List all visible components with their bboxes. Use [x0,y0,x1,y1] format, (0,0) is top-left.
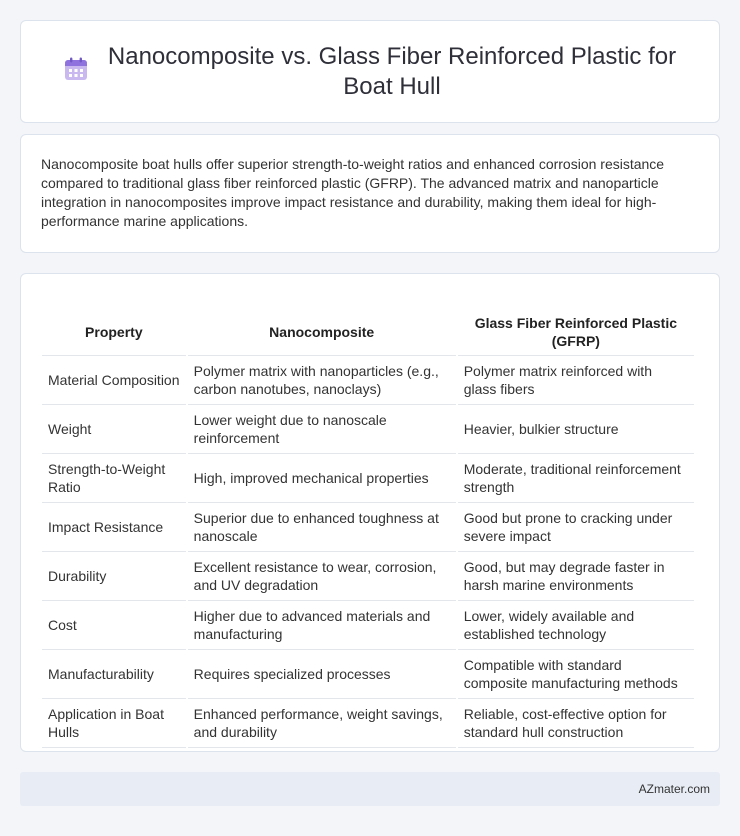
cell-gfrp: Reliable, cost-effective option for standard hull construction [458,699,694,748]
title-card [20,20,720,123]
header-property: Property [42,294,186,356]
comparison-table [40,294,696,748]
cell-nanocomposite: Superior due to enhanced toughness at nanoscale [188,503,456,552]
summary-card [20,134,720,253]
cell-property: Manufacturability [42,650,186,699]
table-row [42,699,694,748]
table-row [42,552,694,601]
calendar-icon [63,56,89,82]
table-row [42,503,694,552]
cell-gfrp: Good but prone to cracking under severe impact [458,503,694,552]
title-wrap [60,42,680,102]
table-header-row [42,294,694,356]
table-row [42,650,694,699]
cell-nanocomposite: Excellent resistance to wear, corrosion, and UV degradation [188,552,456,601]
table-row [42,405,694,454]
cell-gfrp: Lower, widely available and established technology [458,601,694,650]
cell-nanocomposite: Enhanced performance, weight savings, and durability [188,699,456,748]
cell-nanocomposite: Requires specialized processes [188,650,456,699]
cell-nanocomposite: High, improved mechanical properties [188,454,456,503]
footer-brand[interactable]: AZmater.com [638,782,710,796]
cell-gfrp: Good, but may degrade faster in harsh marine environments [458,552,694,601]
cell-property: Strength-to-Weight Ratio [42,454,186,503]
table-row [42,356,694,405]
comparison-table-card [20,273,720,752]
cell-gfrp: Polymer matrix reinforced with glass fibers [458,356,694,405]
footer [20,772,720,806]
table-row [42,601,694,650]
cell-property: Material Composition [42,356,186,405]
cell-property: Impact Resistance [42,503,186,552]
cell-property: Cost [42,601,186,650]
cell-nanocomposite: Polymer matrix with nanoparticles (e.g., carbon nanotubes, nanoclays) [188,356,456,405]
cell-gfrp: Moderate, traditional reinforcement strength [458,454,694,503]
header-nanocomposite: Nanocomposite [188,294,456,356]
cell-property: Application in Boat Hulls [42,699,186,748]
cell-nanocomposite: Lower weight due to nanoscale reinforcement [188,405,456,454]
table-row [42,454,694,503]
cell-gfrp: Compatible with standard composite manufacturing methods [458,650,694,699]
header-gfrp: Glass Fiber Reinforced Plastic (GFRP) [458,294,694,356]
cell-nanocomposite: Higher due to advanced materials and manufacturing [188,601,456,650]
cell-property: Weight [42,405,186,454]
cell-property: Durability [42,552,186,601]
cell-gfrp: Heavier, bulkier structure [458,405,694,454]
page-title: Nanocomposite vs. Glass Fiber Reinforced Plastic for Boat Hull [107,42,677,100]
summary-text: Nanocomposite boat hulls offer superior strength-to-weight ratios and enhanced corrosion resistance compared to traditional glass fiber reinforced plastic (GFRP). The advanced matrix and nanoparticle integration in nanocomposites improve impact resistance and durability, making them ideal for high-performance marine applications. [41,156,665,229]
